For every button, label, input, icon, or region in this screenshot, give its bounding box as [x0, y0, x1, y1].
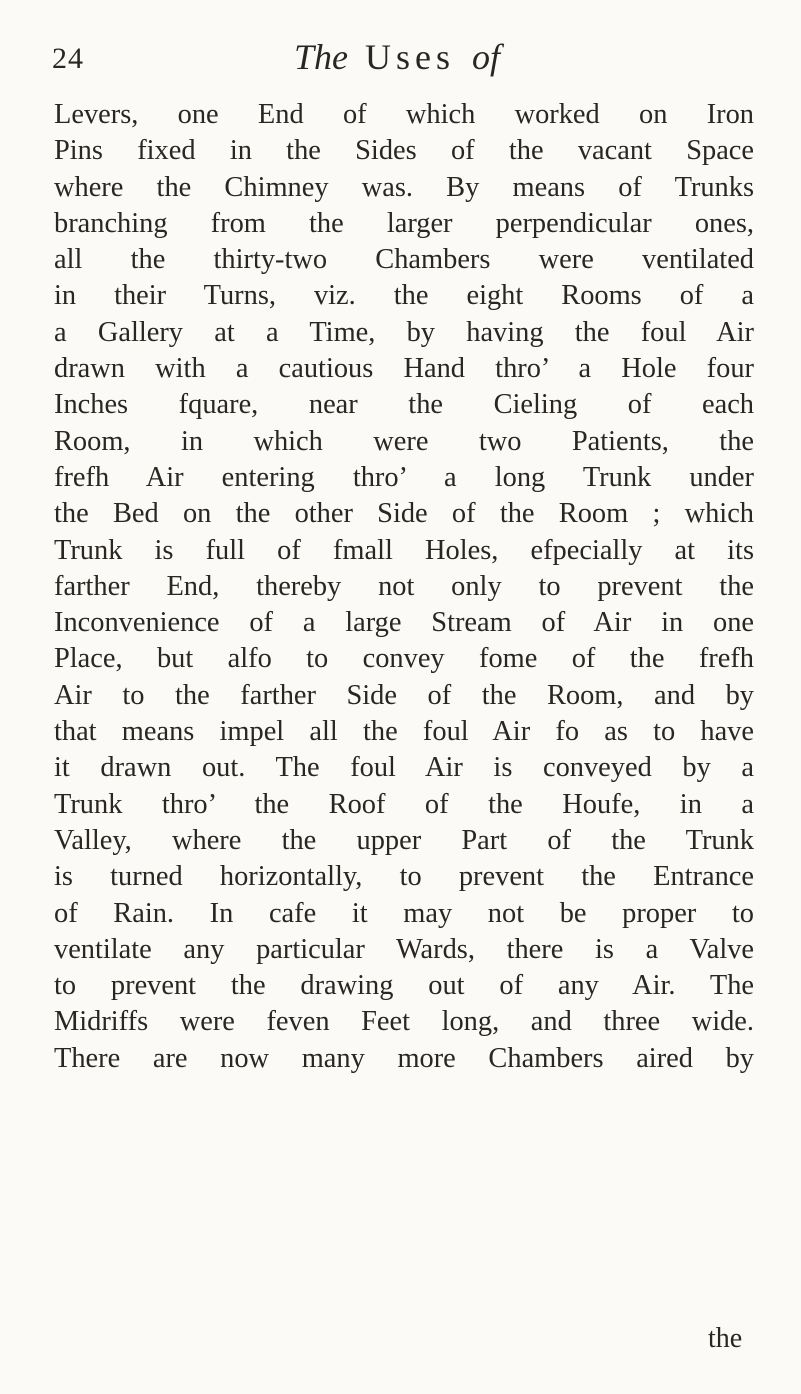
text-line: frefh Air entering thro’ a long Trunk under — [54, 461, 754, 493]
text-line: Inconvenience of a large Stream of Air in one — [54, 607, 754, 639]
body-text — [54, 97, 754, 1077]
text-line: all the thirty-two Chambers were ventilated — [54, 244, 754, 276]
text-line: Pins fixed in the Sides of the vacant Space — [54, 135, 754, 167]
text-line: Trunk thro’ the Roof of the Houfe, in a — [54, 788, 754, 820]
text-line: Place, but alfo to convey fome of the frefh — [54, 643, 754, 675]
text-line: ventilate any particular Wards, there is a Valve — [54, 933, 754, 965]
text-line: in their Turns, viz. the eight Rooms of a — [54, 280, 754, 312]
page-number: 24 — [52, 42, 84, 75]
running-title-the: The — [294, 37, 348, 77]
text-line: Midriffs were feven Feet long, and three wide. — [54, 1006, 754, 1038]
text-line: branching from the larger perpendicular ones, — [54, 207, 754, 239]
text-line: to prevent the drawing out of any Air. The — [54, 970, 754, 1002]
text-line: farther End, thereby not only to prevent the — [54, 570, 754, 602]
text-line: There are now many more Chambers aired by — [54, 1042, 754, 1074]
text-line: Air to the farther Side of the Room, and by — [54, 679, 754, 711]
running-title — [294, 36, 500, 78]
text-line: a Gallery at a Time, by having the foul Air — [54, 316, 754, 348]
text-line: drawn with a cautious Hand thro’ a Hole four — [54, 353, 754, 385]
page-header — [52, 36, 752, 88]
text-line: the Bed on the other Side of the Room ; which — [54, 498, 754, 530]
text-line: Valley, where the upper Part of the Trunk — [54, 824, 754, 856]
running-title-of: of — [472, 37, 501, 77]
text-line: of Rain. In cafe it may not be proper to — [54, 897, 754, 929]
text-line: Inches fquare, near the Cieling of each — [54, 389, 754, 421]
text-line: Levers, one End of which worked on Iron — [54, 99, 754, 130]
text-line: is turned horizontally, to prevent the Entrance — [54, 861, 754, 893]
catchword: the — [708, 1323, 743, 1354]
text-line: Room, in which were two Patients, the — [54, 425, 754, 457]
text-line: where the Chimney was. By means of Trunks — [54, 171, 754, 203]
running-title-uses: Uses — [365, 37, 455, 77]
text-line: that means impel all the foul Air fo as to have — [54, 716, 754, 748]
text-line: Trunk is full of fmall Holes, efpecially at its — [54, 534, 754, 566]
text-line: it drawn out. The foul Air is conveyed by a — [54, 752, 754, 784]
